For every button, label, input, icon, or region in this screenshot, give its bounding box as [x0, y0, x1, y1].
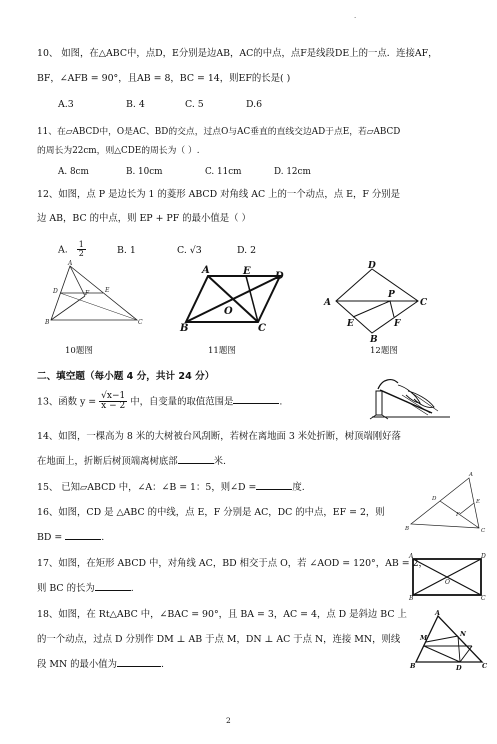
q18-period: .	[161, 659, 164, 670]
q12-line2: 边 AB，BC 的中点，则 EP + PF 的最小值是（ ）	[37, 213, 251, 224]
fig11-caption: 11题图	[208, 346, 236, 356]
fig17-label-o: O	[445, 579, 450, 586]
q10-option-d: D.6	[246, 99, 263, 110]
q17-period: .	[130, 583, 134, 594]
fig16-label-f: F	[456, 512, 460, 518]
fig10-label-b: B	[45, 319, 50, 326]
fig11-label-c: C	[258, 323, 266, 334]
fig17-label-a: A	[409, 553, 414, 560]
q13-answer-blank[interactable]	[233, 403, 279, 404]
fig11-label-b: B	[180, 323, 189, 334]
fig12-label-b: B	[370, 335, 378, 345]
q13-suffix: 中，自变量的取值范围是	[127, 396, 234, 408]
q18-answer-blank[interactable]	[117, 666, 161, 667]
q12-line1: 12、如图，点 P 是边长为 1 的菱形 ABCD 对角线 AC 上的一个动点，点 E，F 分别是	[37, 189, 400, 200]
q11-line1: 11、在▱ABCD中，O是AC、BD的交点，过点O与AC垂直的直线交边AD于点E，若▱ABCD	[37, 127, 401, 137]
q11-line2: 的周长为22cm，则△CDE的周长为（ ）.	[37, 146, 200, 156]
q14-line1: 14、如图，一棵高为 8 米的大树被台风刮断，若树在离地面 3 米处折断，树顶端刚好落	[37, 431, 401, 442]
fig12-label-d: D	[368, 261, 376, 271]
figure-11	[180, 265, 284, 334]
fig10-caption: 10题图	[65, 346, 93, 356]
fig16-label-a: A	[469, 472, 473, 478]
fig18-label-a: A	[435, 609, 441, 617]
q18-line1: 18、如图，在 Rt△ABC 中，∠BAC = 90°，且 BA = 3，AC = 4，点 D 是斜边 BC 上	[37, 609, 407, 620]
figure-10	[45, 262, 155, 332]
q17-answer-blank[interactable]	[95, 590, 131, 591]
page-number: 2	[226, 716, 231, 725]
q10-line2: BF，∠AFB = 90°，且AB = 8，BC = 14，则EF的长是( )	[37, 73, 291, 84]
q11-option-a: A. 8cm	[58, 167, 89, 177]
q18-line3	[37, 660, 164, 671]
fig17-label-d: D	[481, 553, 486, 560]
q18-line2: 的一个动点，过点 D 分别作 DM ⊥ AB 于点 M，DN ⊥ AC 于点 N，连接 MN，则线	[37, 634, 401, 645]
fig16-label-d: D	[432, 496, 437, 502]
fig18-label-b: B	[410, 662, 416, 670]
q12-option-a-numerator: 1	[78, 240, 84, 249]
fig12-label-f: F	[394, 319, 401, 329]
q13-period: .	[279, 396, 283, 408]
q14-line2-text: 在地面上，折断后树顶端离树底部	[37, 456, 178, 467]
fig18-label-n: N	[460, 630, 466, 638]
fig12-label-c: C	[420, 298, 428, 308]
fig17-label-b: B	[409, 595, 414, 602]
q10-line1: 10、 如图，在△ABC中，点D，E分别是边AB，AC的中点，点F是线段DE上的一点．连接AF，	[37, 48, 438, 59]
q12-option-a-denominator: 2	[78, 249, 84, 259]
fig16-label-c: C	[481, 528, 486, 534]
fig12-label-p: P	[388, 290, 395, 300]
fig16-label-e: E	[476, 499, 481, 505]
q15-line	[37, 483, 305, 494]
fig10-label-a: A	[68, 260, 73, 267]
q17-line2	[37, 584, 134, 595]
fig17-label-c: C	[481, 595, 486, 602]
q13-fraction	[99, 392, 127, 412]
dot-mark: ·	[354, 14, 357, 22]
q13-prefix: 13、函数 y =	[37, 396, 97, 408]
q13-denominator: x − 2	[101, 401, 126, 412]
figure-12	[320, 260, 430, 345]
fig18-label-d: D	[456, 664, 462, 672]
fig12-label-e: E	[347, 319, 354, 329]
fig10-label-c: C	[138, 319, 143, 326]
fig11-label-a: A	[202, 265, 210, 276]
q11-option-c: C. 11cm	[205, 167, 242, 177]
fig11-label-o: O	[224, 306, 233, 317]
fig12-label-a: A	[324, 298, 331, 308]
q18-line3-text: 段 MN 的最小值为	[37, 659, 118, 670]
fig11-label-e: E	[243, 266, 251, 277]
fig11-label-d: D	[275, 271, 284, 282]
q15-answer-blank[interactable]	[256, 489, 292, 490]
q15-unit: 度.	[292, 482, 305, 493]
q13-line	[37, 392, 282, 412]
q16-line2-text: BD =	[37, 532, 63, 543]
fig10-label-f: F	[85, 290, 90, 297]
fig10-label-d: D	[53, 288, 58, 295]
figure-18	[410, 609, 488, 672]
q14-line2	[37, 457, 226, 468]
fig10-label-e: E	[105, 287, 110, 294]
fig16-label-b: B	[405, 526, 410, 532]
q12-option-c: C. √3	[177, 245, 202, 256]
figure-16	[405, 472, 487, 534]
q17-line2-text: 则 BC 的长为	[37, 583, 95, 594]
q16-line2	[37, 533, 104, 544]
q10-option-a: A.3	[58, 99, 74, 110]
q16-answer-blank[interactable]	[65, 539, 101, 540]
q12-option-b: B. 1	[117, 245, 136, 256]
q10-option-b: B. 4	[126, 99, 145, 110]
q14-unit: 米.	[213, 456, 226, 467]
q12-option-d: D. 2	[237, 245, 257, 256]
fig18-label-c: C	[482, 662, 488, 670]
q12-option-a-label: A.	[58, 244, 68, 256]
q11-option-b: B. 10cm	[126, 167, 163, 177]
q15-text: 15、 已知▱ABCD 中，∠A：∠B = 1：5，则∠D =	[37, 482, 257, 493]
q13-numerator: √x−1	[101, 391, 126, 401]
q14-answer-blank[interactable]	[178, 463, 214, 464]
q12-option-a-fraction	[77, 241, 86, 259]
q16-line1: 16、如图，CD 是 △ABC 的中线，点 E，F 分别是 AC，DC 的中点，EF = 2，则	[37, 507, 385, 518]
q11-option-d: D. 12cm	[274, 167, 311, 177]
q16-period: .	[101, 532, 105, 543]
q17-line1: 17、如图，在矩形 ABCD 中，对角线 AC，BD 相交于点 O，若 ∠AOD = 120°，AB = 2，	[37, 558, 428, 569]
broken-tree-figure	[372, 373, 450, 421]
fig12-caption: 12题图	[370, 346, 398, 356]
q10-option-c: C. 5	[185, 99, 204, 110]
fig18-label-m: M	[420, 634, 428, 642]
q12-option-a	[58, 241, 86, 259]
section2-title: 二、填空题（每小题 4 分，共计 24 分）	[37, 371, 215, 382]
